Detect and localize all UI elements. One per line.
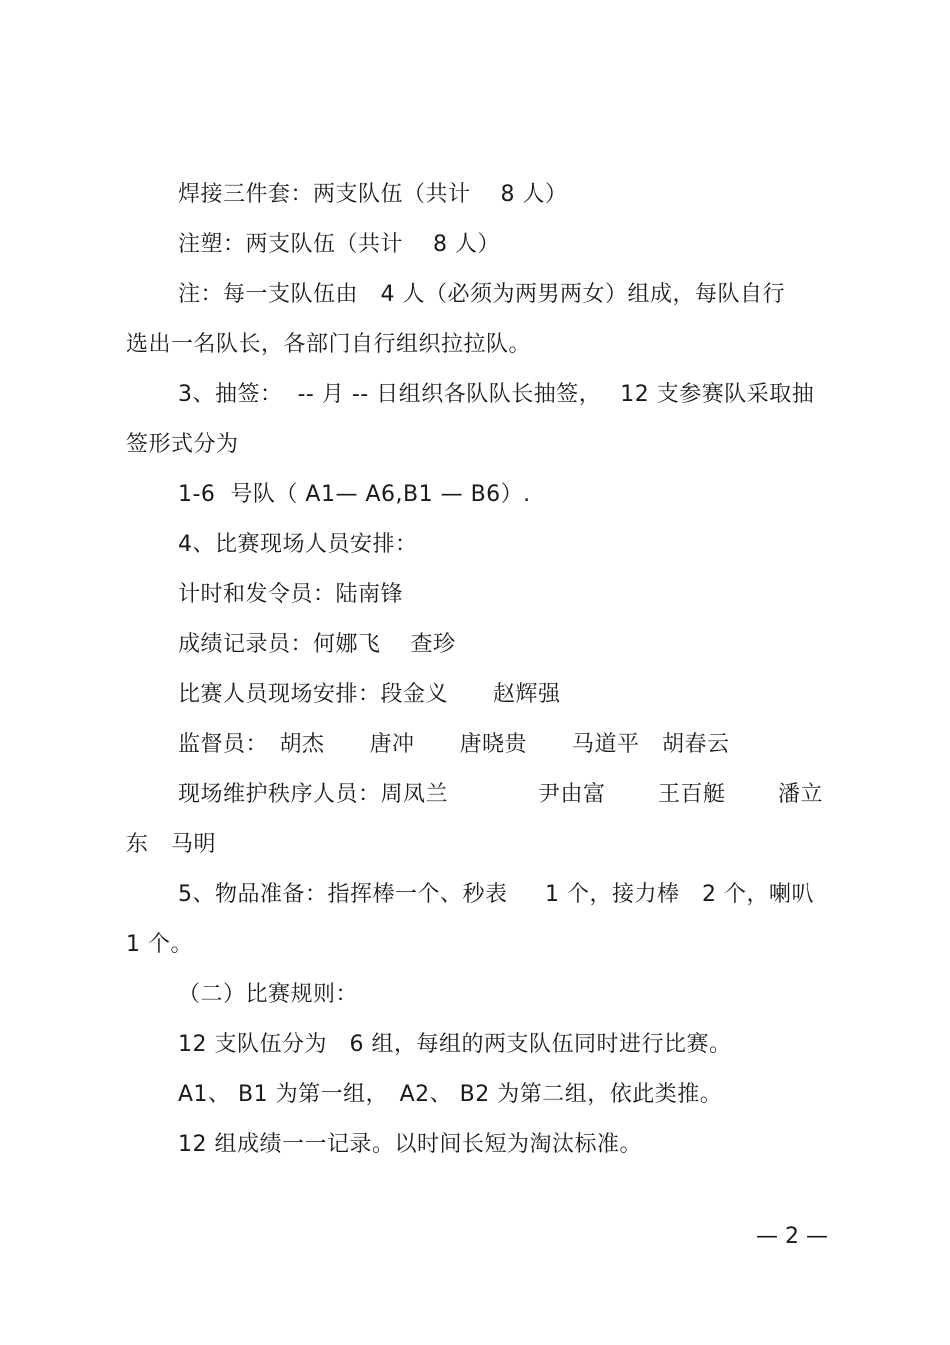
text-line-supplies-cont: 1 个。: [126, 932, 193, 957]
text-line-order-staff-cont: 东 马明: [126, 832, 217, 857]
text-line-welding-teams: 焊接三件套：两支队伍（共计 8 人）: [178, 182, 568, 207]
text-line-supervisors: 监督员： 胡杰 唐冲 唐晓贵 马道平 胡春云: [178, 732, 730, 757]
section-heading-rules: （二）比赛规则：: [178, 982, 359, 1007]
text-line-group-order: A1、 B1 为第一组， A2、 B2 为第二组，依此类推。: [178, 1082, 723, 1107]
text-line-order-staff: 现场维护秩序人员：周凤兰 尹由富 王百艇 潘立: [178, 782, 823, 807]
text-line-team-note-cont: 选出一名队长，各部门自行组织拉拉队。: [126, 332, 532, 357]
text-line-timekeeper: 计时和发令员：陆南锋: [178, 582, 404, 607]
text-line-team-note: 注：每一支队伍由 4 人（必须为两男两女）组成，每队自行: [178, 282, 785, 307]
text-line-draw: 3、抽签： -- 月 -- 日组织各队队长抽签， 12 支参赛队采取抽: [178, 382, 815, 407]
text-line-supplies: 5、物品准备：指挥棒一个、秒表 1 个，接力棒 2 个，喇叭: [178, 882, 814, 907]
text-line-groups: 12 支队伍分为 6 组，每组的两支队伍同时进行比赛。: [178, 1032, 732, 1057]
text-line-field-staff: 比赛人员现场安排：段金义 赵辉强: [178, 682, 561, 707]
text-line-staff-heading: 4、比赛现场人员安排：: [178, 532, 418, 557]
text-line-draw-cont: 签形式分为: [126, 432, 239, 457]
text-line-injection-teams: 注塑：两支队伍（共计 8 人）: [178, 232, 500, 257]
text-line-elimination: 12 组成绩一一记录。以时间长短为淘汰标准。: [178, 1132, 642, 1157]
page-number: — 2 —: [756, 1224, 828, 1249]
text-line-recorders: 成绩记录员：何娜飞 查珍: [178, 632, 456, 657]
text-line-team-numbers: 1-6 号队（ A1— A6,B1 — B6）.: [178, 482, 531, 507]
